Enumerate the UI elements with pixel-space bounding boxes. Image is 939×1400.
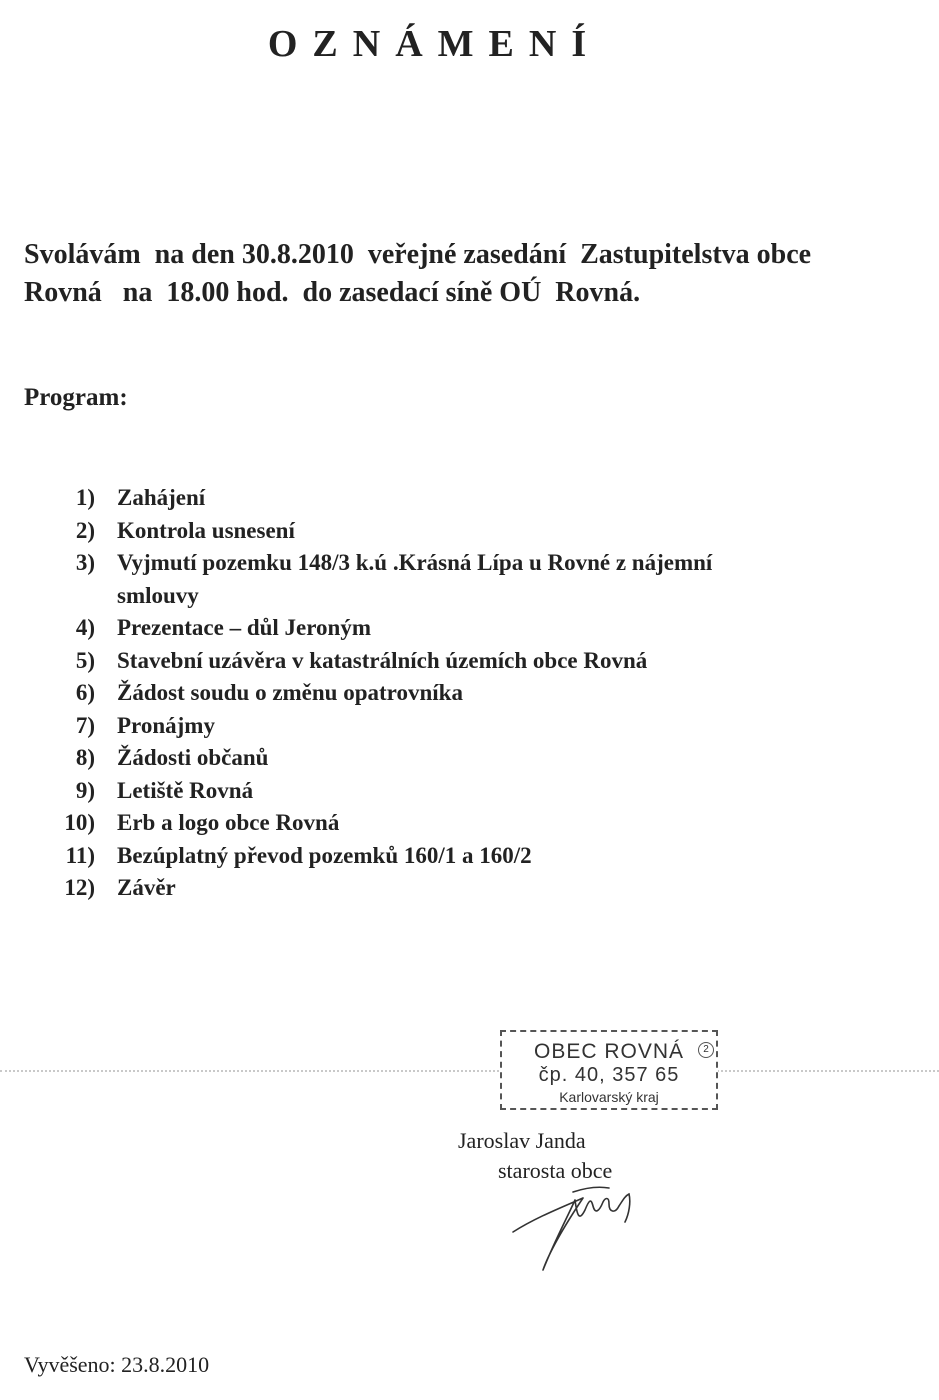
posted-date: Vyvěšeno: 23.8.2010 [24, 1352, 210, 1377]
agenda-number: 4) [75, 615, 95, 640]
agenda-number: 8) [75, 745, 95, 770]
scan-artifact-line [0, 1070, 939, 1072]
agenda-item [50, 515, 910, 548]
agenda-item [50, 710, 910, 743]
agenda-item [50, 775, 910, 808]
announcement-line-2: Rovná na 18.00 hod. do zasedací síně OÚ Rovná. [24, 277, 641, 308]
agenda-number: 2) [75, 517, 95, 543]
agenda-text: Erb a logo obce Rovná [117, 810, 340, 835]
page-title: OZNÁMENÍ [267, 23, 602, 65]
agenda-text: Pronájmy [117, 712, 215, 738]
stamp-line-2: čp. 40, 357 65 [538, 1064, 680, 1086]
agenda-number: 9) [75, 777, 95, 803]
agenda-number: 12) [64, 875, 95, 900]
agenda-number: 11) [65, 842, 95, 868]
agenda-text-multiline [95, 547, 712, 612]
agenda-text: Zahájení [117, 485, 206, 510]
signatory-name: Jaroslav Janda [458, 1128, 586, 1153]
announcement-line-1: Svolávám na den 30.8.2010 veřejné zasedání Zastupitelstva obce [24, 239, 812, 270]
agenda-item [50, 547, 910, 612]
agenda-text-continuation: smlouvy [117, 582, 199, 608]
agenda-number: 1) [75, 485, 95, 510]
agenda-text: Bezúplatný převod pozemků 160/1 a 160/2 [117, 842, 532, 868]
stamp-seal-number: 2 [698, 1042, 714, 1058]
handwritten-signature [505, 1170, 645, 1280]
stamp-line-3: Karlovarský kraj [559, 1089, 659, 1105]
agenda-text: Vyjmutí pozemku 148/3 k.ú .Krásná Lípa u Rovné z nájemní [117, 550, 713, 575]
announcement-text [24, 236, 929, 312]
agenda-number: 6) [75, 680, 95, 705]
agenda-number: 3) [75, 550, 95, 575]
stamp-line-1: OBEC ROVNÁ [533, 1040, 685, 1063]
agenda-item [50, 807, 910, 840]
agenda-text: Žádosti občanů [117, 745, 269, 770]
signatory-role: starosta obce [498, 1158, 613, 1183]
agenda-item [50, 612, 910, 645]
agenda-text: Kontrola usnesení [117, 517, 295, 543]
official-stamp [500, 1030, 718, 1110]
agenda-item [50, 742, 910, 775]
agenda-number: 7) [75, 712, 95, 738]
agenda-item [50, 840, 910, 873]
agenda-item [50, 872, 910, 905]
agenda-text: Letiště Rovná [117, 777, 254, 803]
agenda-list [50, 482, 910, 905]
program-heading: Program: [24, 384, 128, 411]
agenda-item [50, 677, 910, 710]
agenda-text: Závěr [117, 875, 176, 900]
agenda-text: Stavební uzávěra v katastrálních územích obce Rovná [117, 647, 648, 673]
agenda-number: 5) [75, 647, 95, 673]
agenda-text: Žádost soudu o změnu opatrovníka [117, 680, 463, 705]
agenda-text: Prezentace – důl Jeroným [117, 615, 372, 640]
agenda-number: 10) [64, 810, 95, 835]
agenda-item [50, 645, 910, 678]
agenda-item [50, 482, 910, 515]
